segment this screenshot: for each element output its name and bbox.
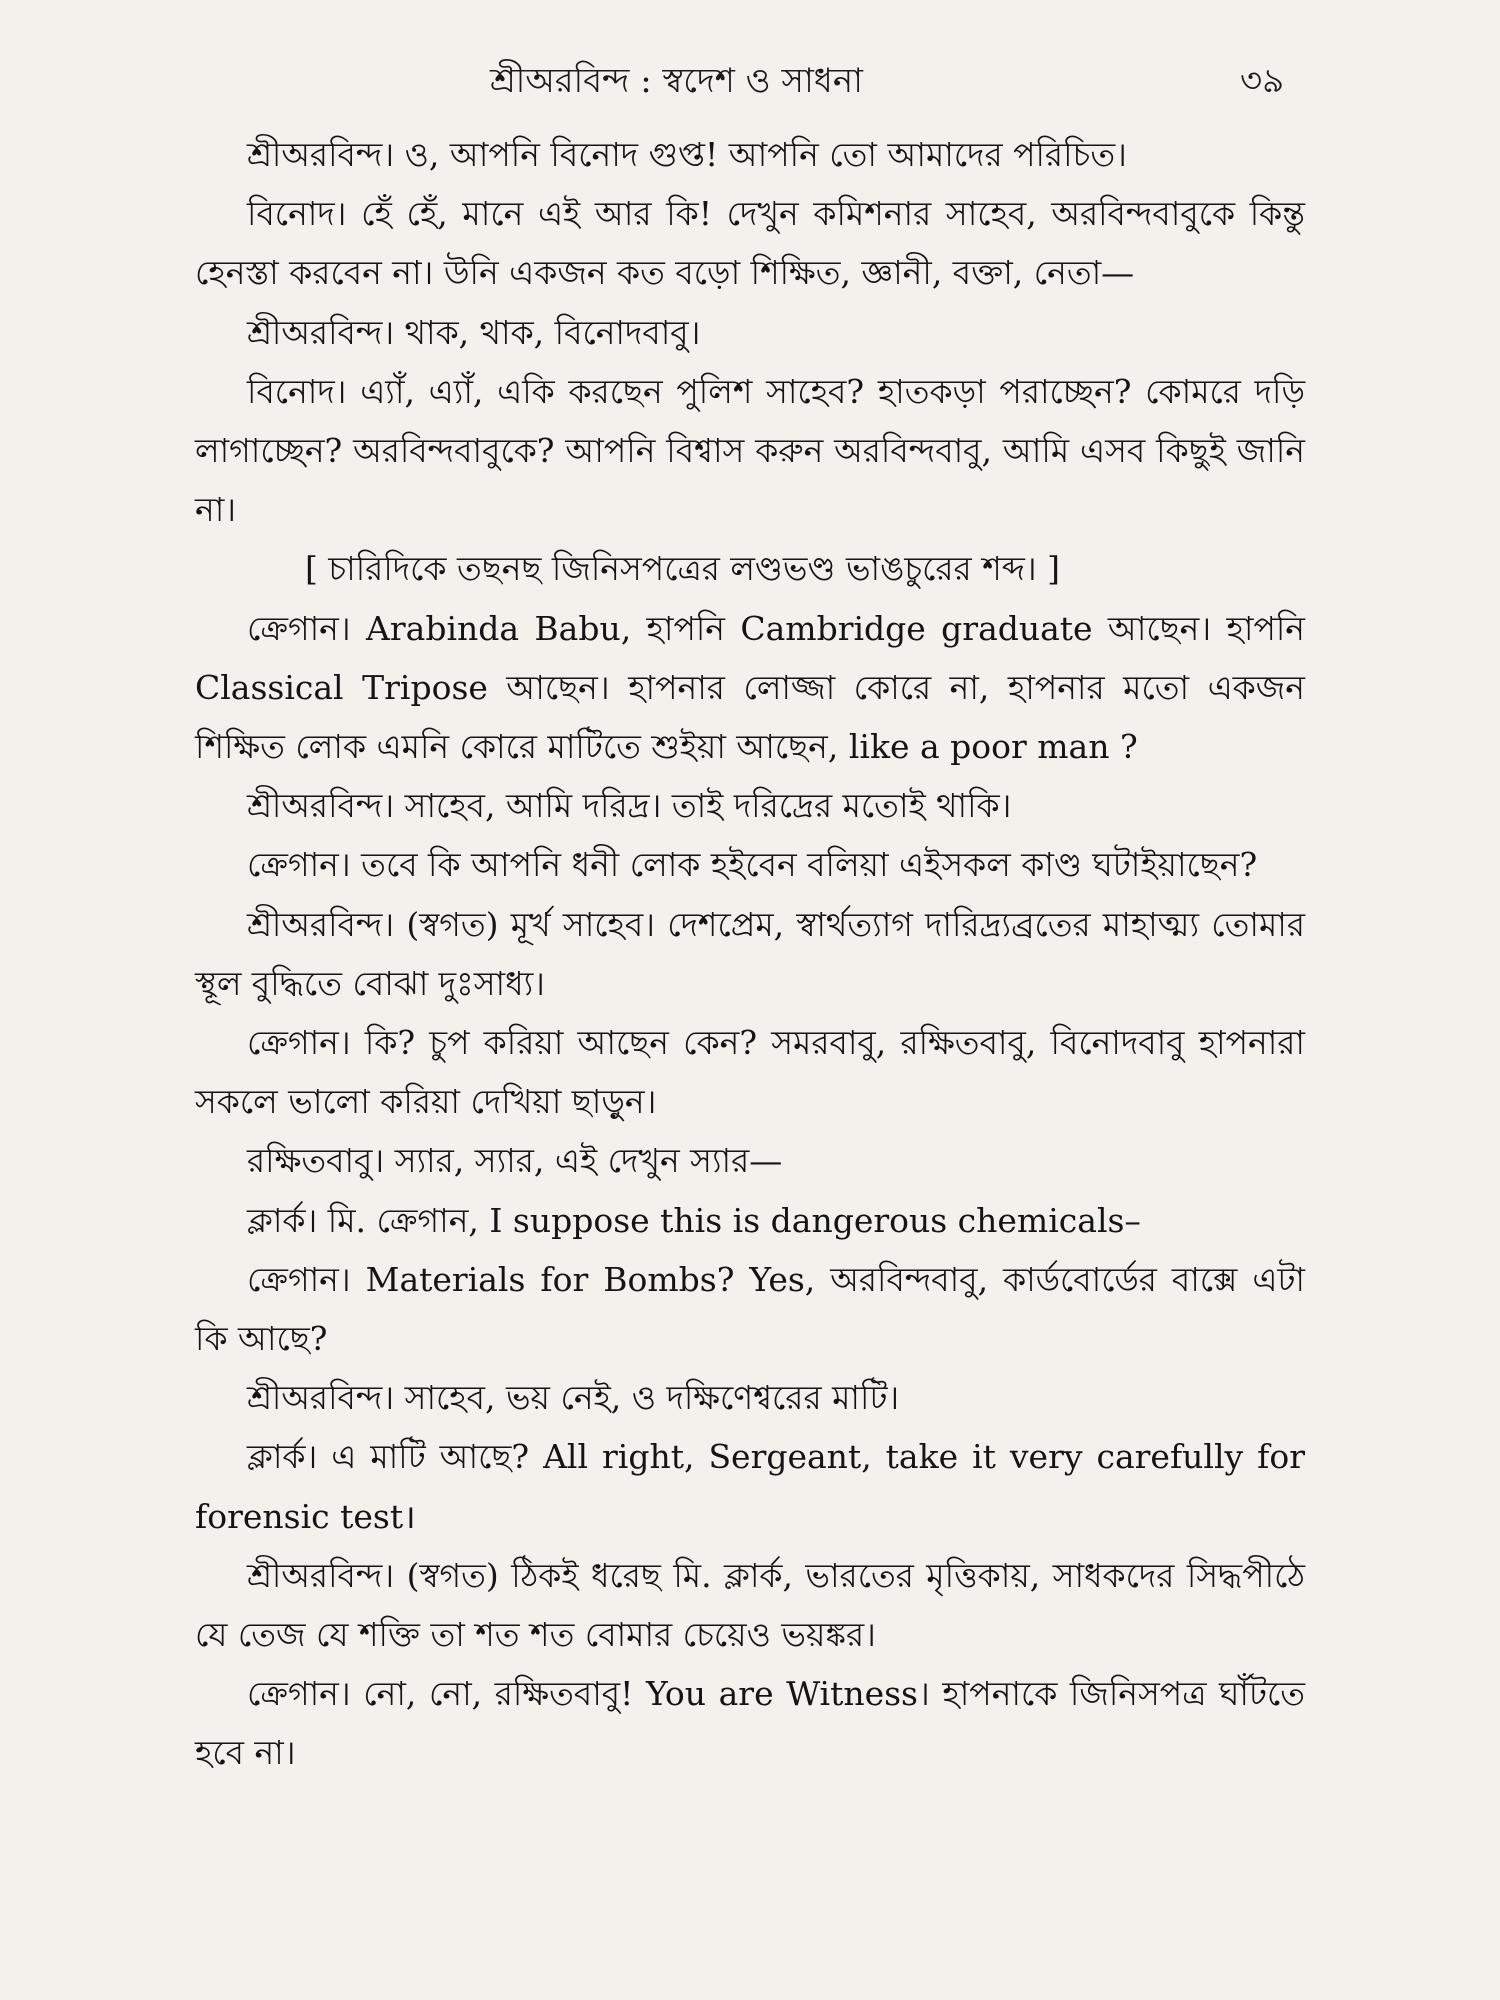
dialogue-line	[195, 1427, 1305, 1545]
speaker-name: শ্রীঅরবিন্দ।	[247, 1378, 395, 1418]
speech-text: এ্যাঁ, এ্যাঁ, একি করছেন পুলিশ সাহেব? হাতকড়া পরাচ্ছেন? কোমরে দড়ি লাগাচ্ছেন? অরবিন্দবাবুকে? আপনি বিশ্বাস করুন অরবিন্দবাবু, আমি এসব কিছুই জানি না।	[195, 371, 1305, 530]
speaker-name: ক্লার্ক।	[247, 1200, 318, 1240]
page-number: ৩৯	[1240, 61, 1285, 101]
speaker-name: ক্রেগান।	[247, 1674, 351, 1714]
stage-direction	[195, 539, 1305, 598]
speaker-name: রক্ষিতবাবু।	[247, 1141, 385, 1181]
dialogue-line	[195, 895, 1305, 1013]
dialogue-line	[195, 184, 1305, 302]
speech-text: নো, নো, রক্ষিতবাবু! You are Witness। হাপনাকে জিনিসপত্র ঘাঁটতে হবে না।	[195, 1674, 1305, 1773]
speech-text: Materials for Bombs? Yes, অরবিন্দবাবু, কার্ডবোর্ডের বাক্সে এটা কি আছে?	[195, 1259, 1305, 1359]
dialogue-line	[195, 599, 1305, 777]
dialogue-line	[195, 1664, 1305, 1782]
speech-text: (স্বগত) মূর্খ সাহেব। দেশপ্রেম, স্বার্থত্যাগ দারিদ্র্যব্রতের মাহাত্ম্য তোমার স্থূল বুদ্ধিতে বোঝা দুঃসাধ্য।	[195, 904, 1305, 1003]
speaker-name: শ্রীঅরবিন্দ।	[247, 786, 395, 826]
dialogue-line	[195, 1250, 1305, 1368]
speech-text: কি? চুপ করিয়া আছেন কেন? সমরবাবু, রক্ষিতবাবু, বিনোদবাবু হাপনারা সকলে ভালো করিয়া দেখিয়া ছাড়ুন।	[195, 1023, 1305, 1122]
speaker-name: শ্রীঅরবিন্দ।	[247, 1555, 395, 1595]
dialogue-line	[195, 835, 1305, 894]
speech-text: ও, আপনি বিনোদ গুপ্ত! আপনি তো আমাদের পরিচিত।	[394, 135, 1127, 174]
speech-text: সাহেব, আমি দরিদ্র। তাই দরিদ্রের মতোই থাকি।	[394, 786, 1012, 826]
dialogue-line	[195, 125, 1305, 184]
dialogue-line	[195, 1131, 1305, 1190]
dialogue-line	[195, 362, 1305, 540]
dialogue-line	[195, 1368, 1305, 1427]
dialogue-line	[195, 1546, 1305, 1664]
speaker-name: শ্রীঅরবিন্দ।	[247, 904, 395, 944]
dialogue-line	[195, 1191, 1305, 1250]
dialogue-line	[195, 776, 1305, 835]
speaker-name: ক্রেগান।	[247, 1259, 351, 1299]
speech-text: তবে কি আপনি ধনী লোক হইবেন বলিয়া এইসকল কাণ্ড ঘটাইয়াছেন?	[350, 845, 1258, 885]
speech-text: স্যার, স্যার, এই দেখুন স্যার—	[384, 1141, 783, 1181]
speaker-name: ক্রেগান।	[247, 1023, 351, 1063]
speaker-name: শ্রীঅরবিন্দ।	[247, 312, 395, 352]
speech-text: এ মাটি আছে? All right, Sergeant, take it very carefully for forensic test।	[195, 1437, 1305, 1536]
stage-direction-text: [ চারিদিকে তছনছ জিনিসপত্রের লণ্ডভণ্ড ভাঙচুরের শব্দ। ]	[305, 549, 1061, 589]
speech-text: হেঁ হেঁ, মানে এই আর কি! দেখুন কমিশনার সাহেব, অরবিন্দবাবুকে কিন্তু হেনস্তা করবেন না। উনি একজন কত বড়ো শিক্ষিত, জ্ঞানী, বক্তা, নেতা—	[195, 194, 1305, 293]
speaker-name: ক্রেগান।	[247, 608, 351, 648]
speech-text: Arabinda Babu, হাপনি Cambridge graduate আছেন। হাপনি Classical Tripose আছেন। হাপনার লোজ্জা কোরে না, হাপনার মতো একজন শিক্ষিত লোক এমনি কোরে মাটিতে শুইয়া আছেন, like a poor man ?	[195, 608, 1305, 767]
speech-text: থাক, থাক, বিনোদবাবু।	[394, 312, 701, 352]
dialogue-line	[195, 1013, 1305, 1131]
play-text	[195, 125, 1305, 1783]
speaker-name: ক্লার্ক।	[247, 1437, 318, 1477]
running-header	[0, 55, 1500, 115]
speaker-name: শ্রীঅরবিন্দ।	[247, 135, 395, 174]
speaker-name: বিনোদ।	[247, 194, 347, 234]
speech-text: সাহেব, ভয় নেই, ও দক্ষিণেশ্বরের মাটি।	[394, 1378, 900, 1418]
speaker-name: বিনোদ।	[247, 371, 347, 411]
speech-text: (স্বগত) ঠিকই ধরেছ মি. ক্লার্ক, ভারতের মৃত্তিকায়, সাধকদের সিদ্ধপীঠে যে তেজ যে শক্তি তা শত শত বোমার চেয়েও ভয়ঙ্কর।	[195, 1555, 1305, 1655]
dialogue-line	[195, 303, 1305, 362]
speaker-name: ক্রেগান।	[247, 845, 351, 885]
header-title: শ্রীঅরবিন্দ : স্বদেশ ও সাধনা	[490, 61, 864, 101]
speech-text: মি. ক্রেগান, I suppose this is dangerous chemicals–	[317, 1200, 1141, 1240]
